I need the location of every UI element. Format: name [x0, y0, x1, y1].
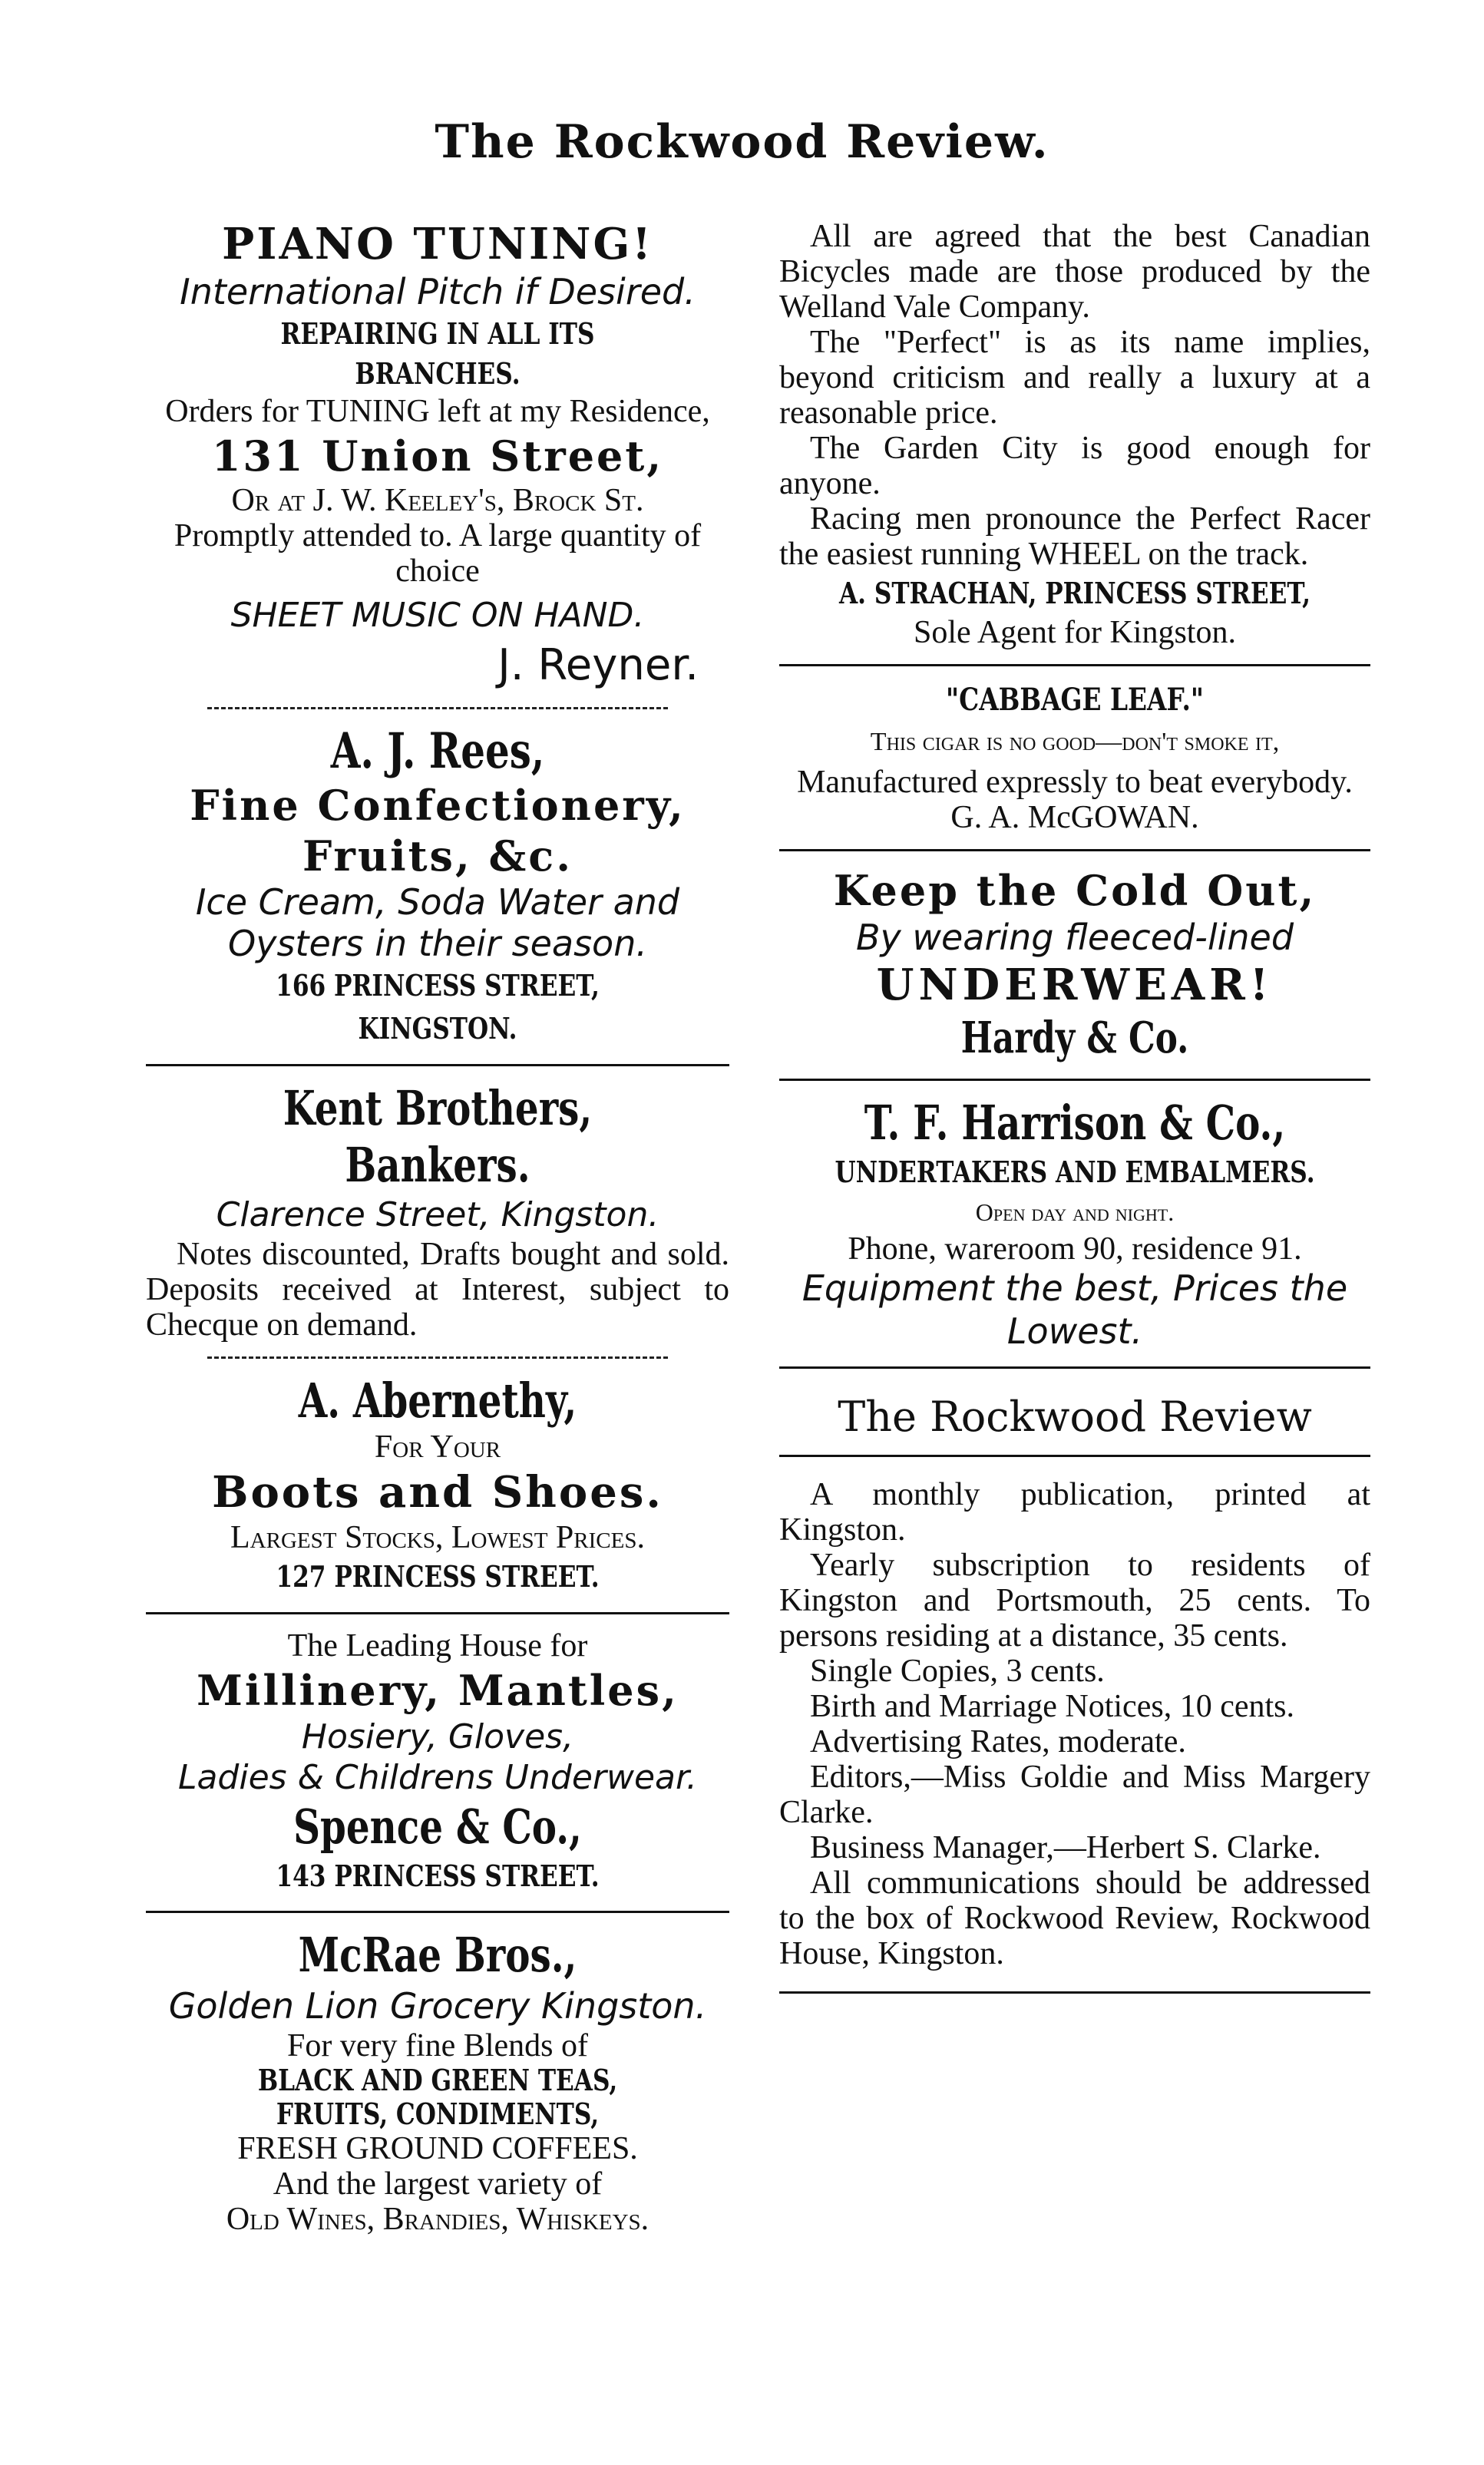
cabbage-name: G. A. McGOWAN. [950, 800, 1199, 835]
review-title: The Rockwood Review [838, 1393, 1312, 1441]
review-p5: Advertising Rates, moderate. [810, 1724, 1186, 1760]
abernethy-boots: Boots and Shoes. [212, 1467, 663, 1518]
rees-name: A. J. Rees, [330, 722, 545, 780]
divider [146, 1911, 729, 1913]
rees-address: 166 PRINCESS STREET, KINGSTON. [276, 968, 600, 1046]
abernethy-name: A. Abernethy, [298, 1373, 577, 1429]
hardy-keep: Keep the Cold Out, [833, 866, 1317, 915]
mcrae-coffees: FRESH GROUND COFFEES. [237, 2131, 638, 2166]
right-column [779, 219, 1370, 2007]
piano-name: J. Reyner. [497, 640, 699, 690]
mcrae-for: For very fine Blends of [287, 2028, 588, 2064]
divider [207, 707, 668, 709]
review-p6: Editors,—Miss Goldie and Miss Margery Clarke. [779, 1760, 1370, 1830]
piano-sheet-music: SHEET MUSIC ON HAND. [230, 596, 645, 635]
piano-orders: Orders for TUNING left at my Residence, [165, 394, 710, 429]
harrison-phone: Phone, wareroom 90, residence 91. [848, 1231, 1302, 1267]
review-p7: Business Manager,—Herbert S. Clarke. [810, 1830, 1321, 1865]
review-p1: A monthly publication, printed at Kingston. [779, 1477, 1370, 1548]
ad-harrison [779, 1095, 1370, 1353]
divider [779, 1455, 1370, 1457]
harrison-undertakers: UNDERTAKERS AND EMBALMERS. [835, 1155, 1315, 1189]
divider [779, 1079, 1370, 1081]
spence-address: 143 PRINCESS STREET. [276, 1859, 600, 1893]
piano-title: PIANO TUNING! [222, 219, 653, 269]
ad-bicycles [779, 219, 1370, 650]
hardy-underwear: UNDERWEAR! [876, 960, 1274, 1010]
cabbage-manufactured: Manufactured expressly to beat everybody. [797, 765, 1353, 800]
ad-spence [146, 1628, 729, 1897]
piano-promptly: Promptly attended to. A large quantity of choice [174, 518, 702, 589]
left-column [146, 219, 729, 2237]
rockwood-review-info [779, 1383, 1370, 1971]
hardy-name: Hardy & Co. [960, 1013, 1189, 1063]
bicycles-p3: The Garden City is good enough for anyone. [779, 431, 1370, 501]
divider [779, 849, 1370, 851]
abernethy-for: For Your [374, 1429, 501, 1465]
bicycles-agent: A. STRACHAN, PRINCESS STREET, [838, 576, 1311, 610]
spence-name: Spence & Co., [293, 1799, 582, 1855]
divider [207, 1356, 668, 1359]
review-p8: All communications should be addressed to the box of Rockwood Review, Rockwood House, Kingston. [779, 1865, 1370, 1971]
spence-millinery: Millinery, Mantles, [197, 1666, 679, 1715]
ad-piano-tuning [146, 219, 729, 693]
bicycles-p2: The "Perfect" is as its name implies, beyond criticism and really a luxury at a reasonable price. [779, 325, 1370, 431]
harrison-name: T. F. Harrison & Co., [864, 1095, 1286, 1151]
abernethy-largest: Largest Stocks, Lowest Prices. [230, 1520, 645, 1555]
ad-cabbage-leaf [779, 680, 1370, 835]
cabbage-line: This cigar is no good—don't smoke it, [870, 728, 1280, 756]
bicycles-sole: Sole Agent for Kingston. [914, 615, 1236, 650]
spence-italic2: Ladies & Childrens Underwear. [177, 1758, 698, 1797]
bicycles-p4: Racing men pronounce the Perfect Racer the easiest running WHEEL on the track. [779, 501, 1370, 572]
ad-abernethy [146, 1373, 729, 1598]
bicycles-p1: All are agreed that the best Canadian Bicycles made are those produced by the Welland Vale Company. [779, 219, 1370, 325]
kent-body: Notes discounted, Drafts bought and sold. Deposits received at Interest, subject to Checque on demand. [146, 1237, 729, 1343]
harrison-open: Open day and night. [975, 1198, 1175, 1226]
abernethy-address: 127 PRINCESS STREET. [276, 1559, 600, 1594]
divider [779, 1991, 1370, 1994]
review-p3: Single Copies, 3 cents. [810, 1654, 1105, 1689]
ad-kent-brothers [146, 1080, 729, 1343]
hardy-by: By wearing fleeced-lined [855, 917, 1294, 958]
spence-leading: The Leading House for [287, 1628, 588, 1664]
ad-mcrae [146, 1927, 729, 2237]
mcrae-teas: BLACK AND GREEN TEAS, FRUITS, CONDIMENTS, [257, 2063, 618, 2131]
rees-line1: Fine Confectionery, [190, 781, 686, 830]
ad-hardy [779, 865, 1370, 1065]
divider [779, 1366, 1370, 1369]
kent-street: Clarence Street, Kingston. [216, 1195, 659, 1234]
harrison-equipment: Equipment the best, Prices the Lowest. [801, 1267, 1348, 1352]
mcrae-name: McRae Bros., [298, 1927, 577, 1983]
divider [146, 1612, 729, 1614]
review-p4: Birth and Marriage Notices, 10 cents. [810, 1689, 1294, 1724]
divider [146, 1064, 729, 1066]
mcrae-largest: And the largest variety of [273, 2166, 603, 2202]
mcrae-golden: Golden Lion Grocery Kingston. [168, 1985, 707, 2027]
piano-address: 131 Union Street, [211, 431, 664, 481]
piano-subtitle: International Pitch if Desired. [180, 271, 696, 312]
kent-title: Kent Brothers, Bankers. [283, 1080, 593, 1193]
spence-italic1: Hosiery, Gloves, [301, 1717, 574, 1756]
divider [779, 664, 1370, 666]
review-p2: Yearly subscription to residents of Kingston and Portsmouth, 25 cents. To persons residing at a distance, 35 cents. [779, 1548, 1370, 1654]
mcrae-wines: Old Wines, Brandies, Whiskeys. [226, 2202, 649, 2237]
piano-repairing: REPAIRING IN ALL ITS BRANCHES. [280, 316, 595, 391]
cabbage-title: "CABBAGE LEAF." [946, 682, 1204, 718]
piano-or-at: Or at J. W. Keeley's, Brock St. [231, 483, 644, 518]
rees-italic: Ice Cream, Soda Water and Oysters in their season. [195, 881, 680, 964]
rees-line2: Fruits, &c. [302, 831, 573, 881]
page-header-title: The Rockwood Review. [435, 115, 1049, 169]
ad-rees [146, 723, 729, 1050]
